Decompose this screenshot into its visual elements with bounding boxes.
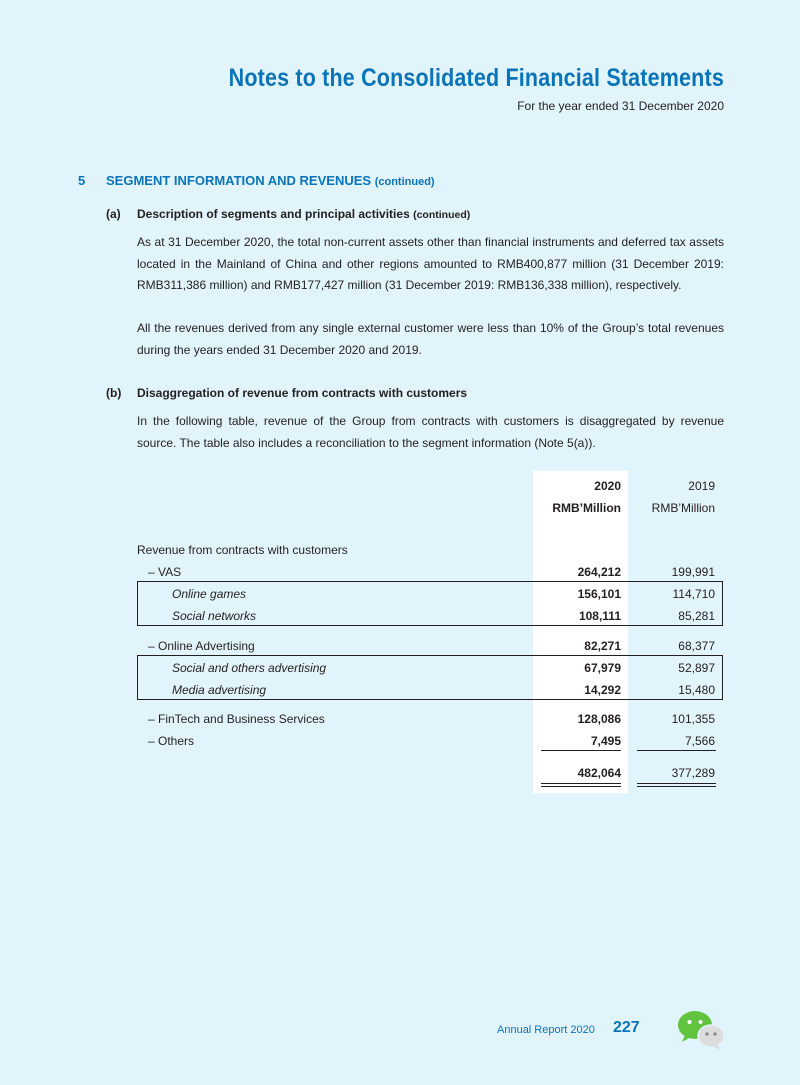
row-online-advertising-label: – Online Advertising — [148, 639, 255, 653]
section-title-text: SEGMENT INFORMATION AND REVENUES — [106, 173, 372, 188]
row-social-networks-2020: 108,111 — [578, 609, 621, 623]
part-a-paragraph-1: As at 31 December 2020, the total non-current assets other than financial instruments and deferred tax assets located in the Mainland of China and other regions amounted to RMB400,877 million (31 December 2019: RMB311,386 million) and RMB177,427 million (31 December 2019: RMB136,338 million), respectively. — [137, 235, 724, 292]
total-2019: 377,289 — [671, 766, 715, 780]
col-header-2020: 2020 — [594, 479, 621, 493]
row-media-advertising-2019: 15,480 — [678, 683, 715, 697]
row-vas-2020: 264,212 — [577, 565, 621, 579]
part-b-paragraph: In the following table, revenue of the Group from contracts with customers is disaggregated by revenue source. The table also includes a reconciliation to the segment information (Note 5(a)). — [137, 414, 724, 450]
row-online-games-label: Online games — [172, 587, 247, 601]
table-heading: Revenue from contracts with customers — [137, 543, 348, 557]
row-social-advertising-2019: 52,897 — [678, 661, 715, 675]
part-b-label: (b) — [106, 386, 122, 400]
part-a-label: (a) — [106, 207, 121, 221]
row-others-2019: 7,566 — [684, 734, 715, 748]
section-continued: (continued) — [374, 176, 435, 188]
part-a-title-text: Description of segments and principal activities — [137, 207, 410, 221]
row-fintech-2020: 128,086 — [577, 712, 621, 726]
total-double-rule-2020-bottom — [541, 786, 621, 787]
part-b-title: Disaggregation of revenue from contracts with customers — [137, 386, 468, 400]
row-social-networks-2019: 85,281 — [678, 609, 715, 623]
row-fintech-2019: 101,355 — [671, 712, 715, 726]
row-vas-label: – VAS — [148, 565, 182, 579]
footer-report-name: Annual Report 2020 — [497, 1024, 595, 1036]
row-social-advertising-label: Social and others advertising — [172, 661, 327, 675]
row-online-games-2020: 156,101 — [577, 587, 621, 601]
row-vas-2019: 199,991 — [671, 565, 715, 579]
row-others-label: – Others — [148, 734, 195, 748]
row-online-games-2019: 114,710 — [672, 587, 715, 601]
subtotal-rule-2019 — [637, 750, 716, 751]
row-online-advertising-2019: 68,377 — [678, 639, 715, 653]
wechat-logo-icon — [676, 1009, 726, 1051]
row-media-advertising-label: Media advertising — [172, 683, 267, 697]
page-number: 227 — [613, 1019, 640, 1036]
part-a-paragraph-2: All the revenues derived from any single external customer were less than 10% of the Group’s total revenues during the years ended 31 December 2020 and 2019. — [137, 321, 724, 357]
part-a-continued: (continued) — [413, 209, 471, 221]
section-title — [106, 173, 435, 188]
page-subtitle: For the year ended 31 December 2020 — [517, 99, 724, 113]
col-header-2019: 2019 — [688, 479, 715, 493]
row-social-networks-label: Social networks — [172, 609, 257, 623]
subtotal-rule-2020 — [541, 750, 621, 751]
total-double-rule-2019-top — [637, 783, 716, 784]
row-online-advertising-2020: 82,271 — [584, 639, 621, 653]
total-double-rule-2019-bottom — [637, 786, 716, 787]
section-number: 5 — [78, 173, 86, 188]
part-a-title — [137, 207, 470, 221]
total-2020: 482,064 — [577, 766, 621, 780]
col-unit-2020: RMB’Million — [552, 501, 621, 515]
total-double-rule-2020-top — [541, 783, 621, 784]
row-others-2020: 7,495 — [590, 734, 621, 748]
col-unit-2019: RMB’Million — [651, 501, 715, 515]
row-fintech-label: – FinTech and Business Services — [148, 712, 325, 726]
row-social-advertising-2020: 67,979 — [584, 661, 621, 675]
page-title: Notes to the Consolidated Financial Statements — [228, 64, 724, 92]
row-media-advertising-2020: 14,292 — [584, 683, 621, 697]
